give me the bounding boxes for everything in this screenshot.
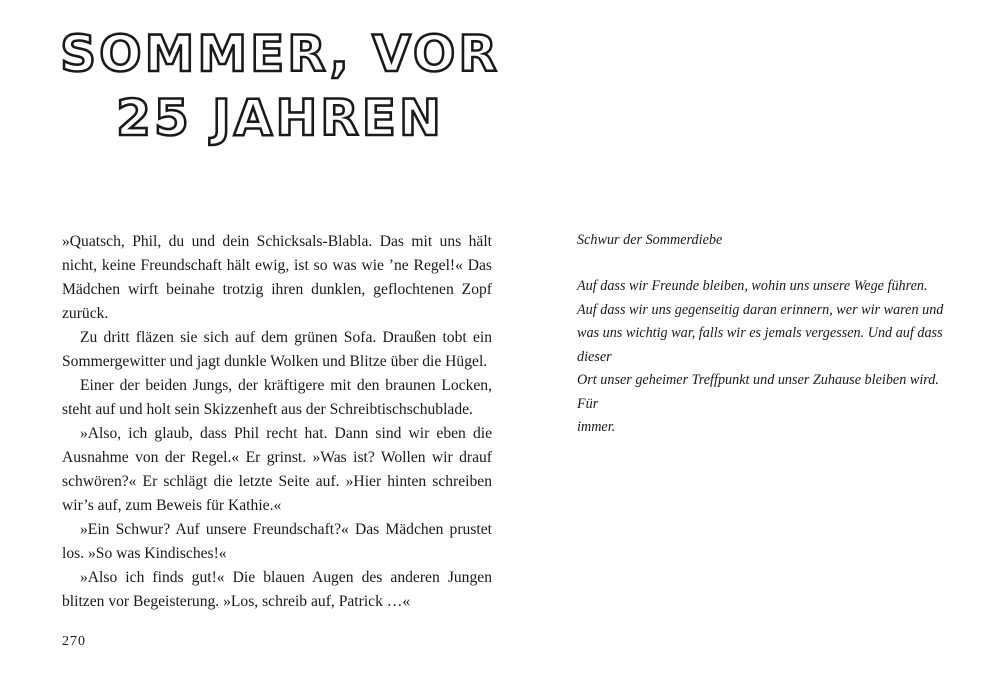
oath-title: Schwur der Sommerdiebe bbox=[577, 232, 723, 248]
oath-line: Auf dass wir Freunde bleiben, wohin uns unsere Wege führen. bbox=[577, 278, 928, 294]
paragraph: »Quatsch, Phil, du und dein Schicksals-Blabla. Das mit uns hält nicht, keine Freundschaft hält ewig, ist so was wie ’ne Regel!« Das Mädchen wirft beinahe trotzig ihren dunklen, geflochtenen Zopf zurück. bbox=[62, 233, 492, 322]
paragraph: Zu dritt fläzen sie sich auf dem grünen Sofa. Draußen tobt ein Sommergewitter und jagt dunkle Wolken und Blitze über die Hügel. bbox=[62, 329, 492, 370]
body-text bbox=[62, 230, 492, 614]
paragraph: »Also, ich glaub, dass Phil recht hat. Dann sind wir eben die Ausnahme von der Regel.« Er grinst. »Was ist? Wollen wir drauf schwören?« Er schlägt die letzte Seite auf. »Hier hinten schreiben wir’s auf, zum Beweis für Kathie.« bbox=[62, 425, 492, 514]
oath-text bbox=[577, 275, 952, 440]
oath-line: Auf dass wir uns gegenseitig daran erinnern, wer wir waren und bbox=[577, 301, 944, 318]
paragraph: Einer der beiden Jungs, der kräftigere mit den braunen Locken, steht auf und holt sein Skizzenheft aus der Schreibtischschublade. bbox=[62, 377, 492, 418]
chapter-title-line-1: SOMMER, VOR bbox=[60, 25, 500, 83]
page-number: 270 bbox=[62, 634, 86, 649]
oath-line: Ort unser geheimer Treffpunkt und unser Zuhause bleiben wird. Für bbox=[577, 372, 939, 412]
chapter-title-line-2: 25 JAHREN bbox=[116, 89, 444, 147]
right-page bbox=[504, 0, 1008, 681]
oath-line: was uns wichtig war, falls wir es jemals vergessen. Und auf dass dieser bbox=[577, 325, 943, 365]
paragraph: »Ein Schwur? Auf unsere Freundschaft?« Das Mädchen prustet los. »So was Kindisches!« bbox=[62, 521, 492, 562]
paragraph: »Also ich finds gut!« Die blauen Augen des anderen Jungen blitzen vor Begeisterung. »Los, schreib auf, Patrick …« bbox=[62, 569, 492, 610]
chapter-title bbox=[60, 22, 500, 150]
oath-line: immer. bbox=[577, 419, 616, 435]
